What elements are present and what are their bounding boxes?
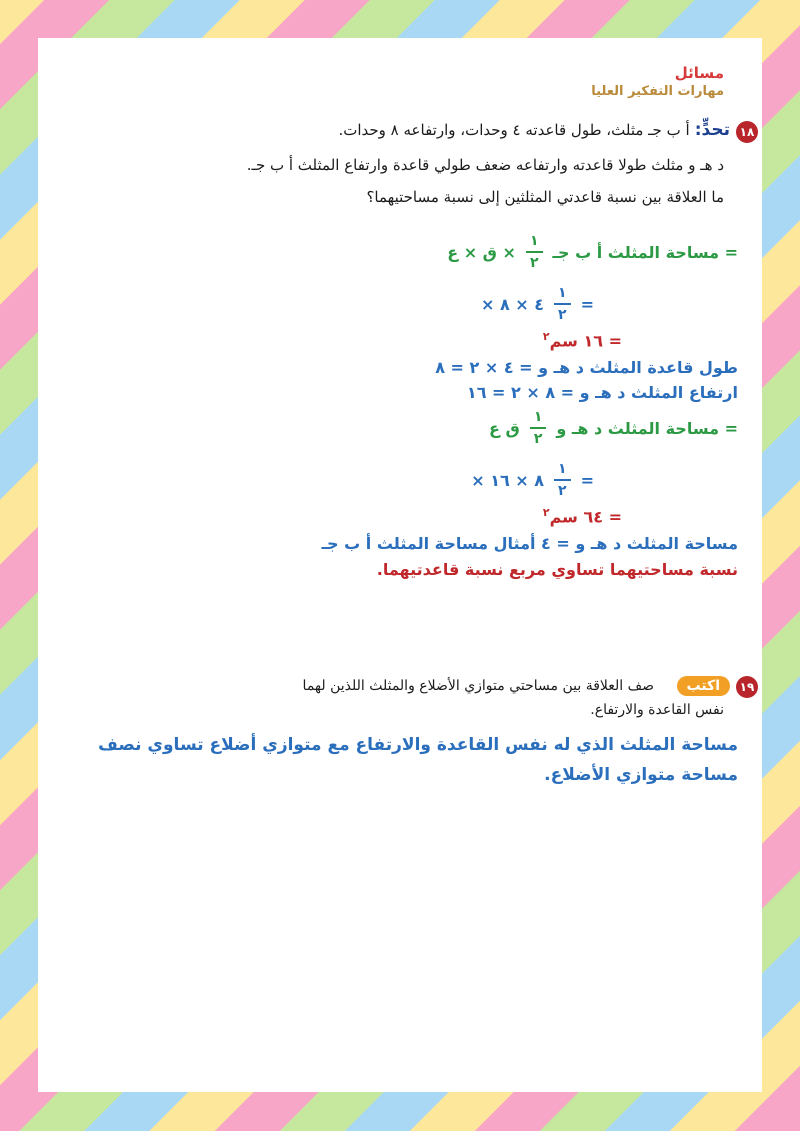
section-title: مسائل [674,64,724,82]
section-subtitle: مهارات التفكير العليا [591,84,724,99]
fraction-denominator: ٢ [554,303,571,322]
fraction-half [554,462,571,498]
area-abc-label: مساحة المثلث أ ب جـ = [552,242,738,262]
area-def-result [543,506,622,526]
page [38,38,762,1092]
fraction-denominator: ٢ [554,479,571,498]
area-abc-formula [447,234,738,270]
fraction-half [554,286,571,322]
fraction-numerator: ١ [533,409,543,425]
area-abc-value: = ١٦ سم [549,331,622,351]
area-def-formula [489,410,738,446]
area-abc-rest: × ق × ع [447,242,516,262]
area-def-value: = ٦٤ سم [549,507,622,527]
fraction-numerator: ١ [558,461,567,477]
area-abc-result [543,330,622,350]
question-19-text-2: نفس القاعدة والارتفاع. [590,702,724,718]
fraction-half [530,410,547,446]
question-19-answer: مساحة المثلث الذي له نفس القاعدة والارتفاع مع متوازي أضلاع تساوي نصف مساحة متوازي الأضلاع. [98,735,738,785]
substitution-values: × ٤ × ٨ [480,294,545,314]
question-19-text-1: صف العلاقة بين مساحتي متوازي الأضلاع والمثلث اللذين لهما [302,678,654,694]
conclusion-line: مساحة المثلث د هـ و = ٤ أمثال مساحة المثلث أ ب جـ [321,534,738,553]
fraction-denominator: ٢ [530,427,547,446]
write-tag: اكتب [677,676,730,696]
question-18-line1 [338,120,730,140]
question-18-text-2: د هـ و مثلث طولا قاعدته وارتفاعه ضعف طولي قاعدة وارتفاع المثلث أ ب جـ. [246,156,724,174]
fraction-numerator: ١ [558,285,567,301]
write-tag-wrap [677,675,730,696]
question-19-badge: ١٩ [736,676,758,698]
area-unit-exponent: ٢ [542,330,550,343]
area-def-substitution [471,462,594,498]
fraction-numerator: ١ [529,233,539,249]
fraction-half [526,234,543,270]
equals-sign: = [580,294,594,314]
area-unit-exponent: ٢ [542,506,550,519]
area-def-rest: ق ع [489,418,520,438]
question-18-text-3: ما العلاقة بين نسبة قاعدتي المثلثين إلى نسبة مساحتيهما؟ [366,188,724,206]
ratio-statement: نسبة مساحتيهما تساوي مربع نسبة قاعدتيهما. [376,560,738,579]
challenge-tag: تحدٍّ: [694,120,730,140]
question-18-text-1: أ ب جـ مثلث، طول قاعدته ٤ وحدات، وارتفاعه ٨ وحدات. [338,121,690,139]
fraction-denominator: ٢ [526,251,543,270]
height-def-line: ارتفاع المثلث د هـ و = ٨ × ٢ = ١٦ [466,383,738,402]
question-18-badge: ١٨ [736,121,758,143]
substitution-values: × ٨ × ١٦ [471,470,545,490]
base-def-line: طول قاعدة المثلث د هـ و = ٤ × ٢ = ٨ [435,358,738,377]
area-abc-substitution [481,286,594,322]
equals-sign: = [580,470,594,490]
area-def-label: مساحة المثلث د هـ و = [556,418,738,438]
